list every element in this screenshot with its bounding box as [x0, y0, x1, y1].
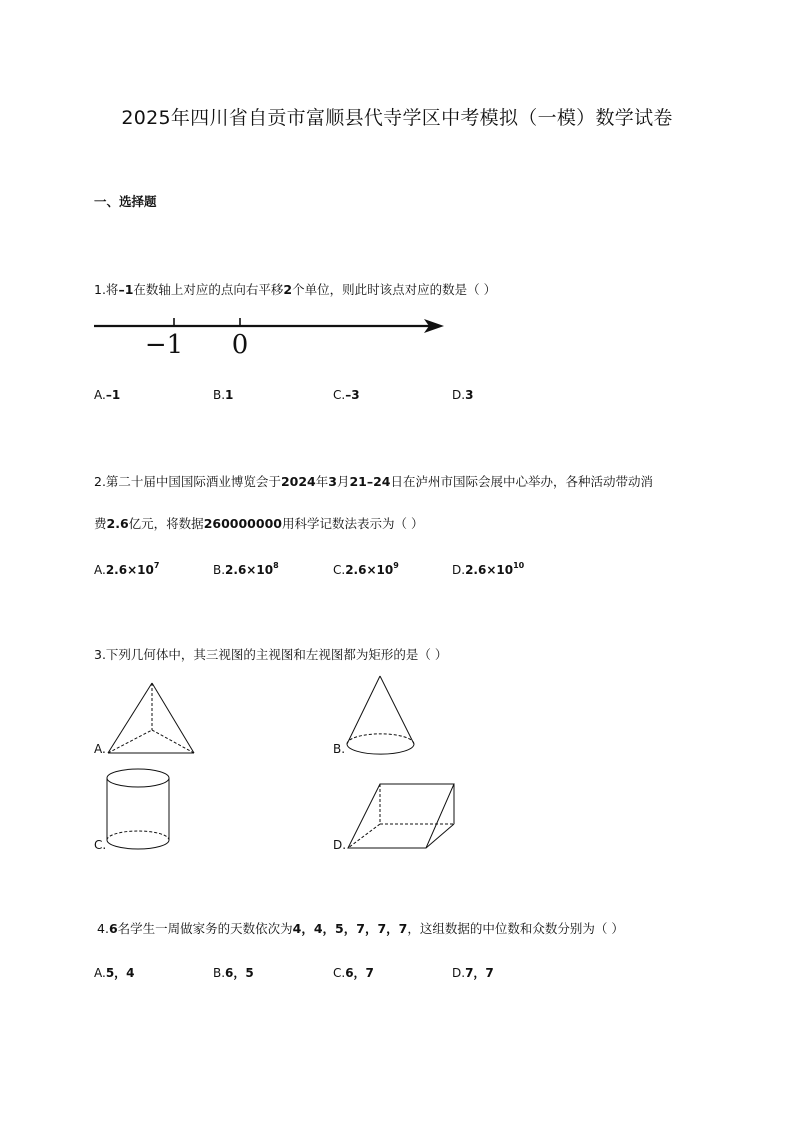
question-2-stem-line2: 费2.6亿元，将数据260000000用科学记数法表示为（ ） [94, 516, 424, 531]
section-heading: 一、选择题 [94, 194, 157, 209]
question-1-stem [94, 280, 496, 298]
number-line-figure [94, 312, 454, 362]
cylinder-icon [104, 766, 174, 856]
q2-option-d[interactable]: $D.2.6\times 10^{10}$ [452, 561, 525, 577]
q1-option-a[interactable]: A.–1 [94, 388, 121, 402]
question-4-stem: 4.6名学生一周做家务的天数依次为4，4，5，7，7，7，这组数据的中位数和众数分别为（ ） [97, 921, 624, 936]
q1-stem-mid: 在数轴上对应的点向右平移 [133, 282, 284, 297]
q1-stem-num2: 2 [283, 282, 293, 297]
axis-label-zero: 0 [231, 330, 249, 360]
q1-option-b[interactable]: B.1 [213, 388, 234, 402]
q3-option-d-label[interactable]: D. [333, 838, 347, 852]
q4-option-c[interactable]: C.6，7 [333, 966, 374, 980]
q1-option-c[interactable]: C.–3 [333, 388, 360, 402]
cone-icon [344, 672, 418, 760]
axis-label-minus-one: −1 [144, 330, 184, 360]
q2-option-c[interactable]: $C.2.6\times 10^9$ [333, 561, 399, 577]
q1-stem-post: 个单位，则此时该点对应的数是（ ） [292, 282, 497, 297]
q1-option-d[interactable]: D.3 [452, 388, 474, 402]
q3-option-a-label[interactable]: A. [94, 742, 106, 756]
q1-stem-pre: 1.将 [94, 282, 119, 297]
oblique-prism-icon [344, 780, 460, 852]
q4-option-d[interactable]: D.7，7 [452, 966, 494, 980]
q3-option-b-label[interactable]: B. [333, 742, 346, 756]
question-2-stem-line1: 2.第二十届中国国际酒业博览会于2024年3月21–24日在泸州市国际会展中心举办，各种活动带动消 [94, 474, 654, 489]
q4-option-a[interactable]: A.5，4 [94, 966, 135, 980]
q2-option-a[interactable]: $A.2.6\times 10^7$ [94, 561, 160, 577]
q4-option-b[interactable]: B.6，5 [213, 966, 254, 980]
q2-option-b[interactable]: $B.2.6\times 10^8$ [213, 561, 279, 577]
page-title: 2025年四川省自贡市富顺县代寺学区中考模拟（一模）数学试卷 [121, 107, 673, 129]
q3-option-c-label[interactable]: C. [94, 838, 107, 852]
question-3-stem: 3.下列几何体中，其三视图的主视图和左视图都为矩形的是（ ） [94, 647, 448, 662]
q1-stem-num: –1 [118, 282, 134, 297]
triangular-pyramid-icon [104, 680, 200, 758]
